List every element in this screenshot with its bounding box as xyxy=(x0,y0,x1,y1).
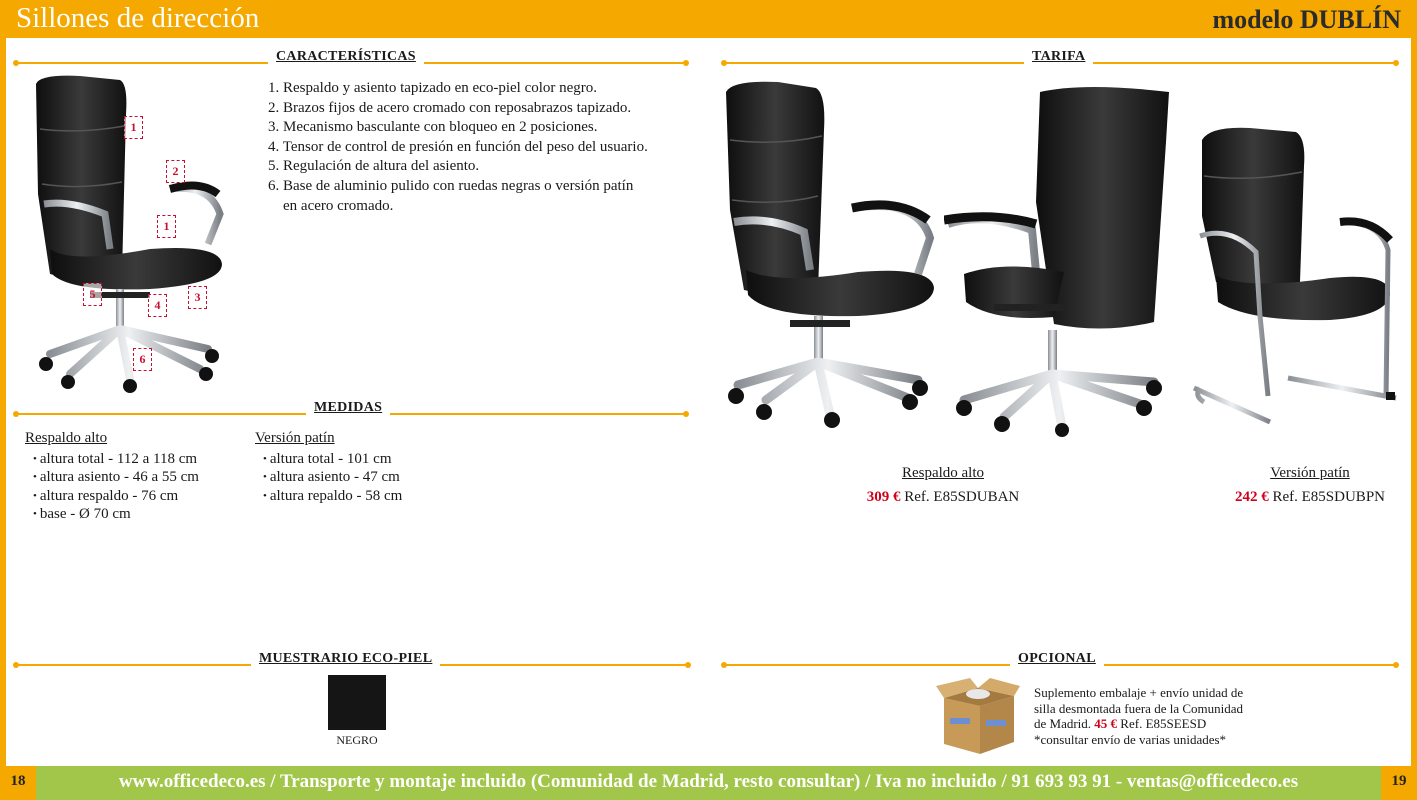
callout-2-armrest: 2 xyxy=(166,160,185,183)
category-title: Sillones de dirección xyxy=(16,2,260,34)
page-frame-right xyxy=(1411,38,1417,766)
price-version-patin-ref: Ref. E85SDUBPN xyxy=(1272,489,1385,505)
page-frame-left xyxy=(0,38,6,766)
chair-sled-image xyxy=(1190,126,1400,426)
callout-1-backrest: 1 xyxy=(124,116,143,139)
callout-1-seat: 1 xyxy=(157,215,176,238)
opcional-heading: OPCIONAL xyxy=(1010,651,1104,667)
page-number-right: 19 xyxy=(1381,766,1417,800)
swatch-negro xyxy=(328,675,386,730)
price-version-patin-name: Versión patín xyxy=(1270,465,1350,481)
dim-item: • altura asiento - 46 a 55 cm xyxy=(33,469,199,488)
feature-item: 6. Base de aluminio pulido con ruedas negras o versión patín xyxy=(268,177,634,194)
page-number-left: 18 xyxy=(0,766,36,800)
dim-item: • base - Ø 70 cm xyxy=(33,506,199,525)
price-respaldo-alto xyxy=(862,465,1024,506)
price-version-patin-amount: 242 € xyxy=(1234,489,1269,505)
dim-item: • altura total - 101 cm xyxy=(263,451,402,470)
feature-item: 1. Respaldo y asiento tapizado en eco-piel color negro. xyxy=(268,80,598,96)
dims-version-patin xyxy=(255,430,402,506)
callout-4-tension: 4 xyxy=(148,294,167,317)
callout-5-height: 5 xyxy=(83,283,102,306)
feature-item: 5. Regulación de altura del asiento. xyxy=(268,158,480,175)
dims-version-patin-label: Versión patín xyxy=(255,430,335,446)
opcional-line-2: silla desmontada fuera de la Comunidad xyxy=(1034,700,1244,716)
price-respaldo-alto-name: Respaldo alto xyxy=(901,465,985,481)
swatch-label: NEGRO xyxy=(336,733,378,747)
page-header xyxy=(0,0,1417,38)
price-version-patin xyxy=(1228,465,1392,506)
dim-item: • altura repaldo - 58 cm xyxy=(263,488,402,507)
medidas-heading: MEDIDAS xyxy=(306,400,390,416)
callout-6-base: 6 xyxy=(133,348,152,371)
price-respaldo-alto-amount: 309 € xyxy=(866,489,901,505)
footer-contact-text: www.officedeco.es / Transporte y montaje incluido (Comunidad de Madrid, resto consultar) / Iva no incluido / 91 693 93 91 - ventas@officedeco.es xyxy=(118,771,1299,792)
opcional-line-3: de Madrid. xyxy=(1034,716,1092,731)
feature-item: 4. Tensor de control de presión en función del peso del usuario. xyxy=(268,138,648,155)
chair-back-image xyxy=(944,82,1169,437)
chair-front-image xyxy=(718,80,938,430)
opcional-price: 45 € xyxy=(1094,716,1118,731)
feature-item-continuation: en acero cromado. xyxy=(283,197,394,214)
opcional-line-1: Suplemento embalaje + envío unidad de xyxy=(1034,685,1244,700)
callout-3-mechanism: 3 xyxy=(188,286,207,309)
footer-bar xyxy=(36,766,1381,800)
price-respaldo-alto-ref: Ref. E85SDUBAN xyxy=(904,489,1020,505)
features-list xyxy=(268,79,648,216)
dims-respaldo-alto-label: Respaldo alto xyxy=(25,430,108,446)
opcional-ref: Ref. E85SEESD xyxy=(1120,716,1207,731)
dim-item: • altura respaldo - 76 cm xyxy=(33,488,199,507)
opcional-description xyxy=(1034,685,1243,747)
shipping-box-image xyxy=(934,676,1020,756)
dims-respaldo-alto xyxy=(25,430,199,525)
model-title: modelo DUBLÍN xyxy=(1212,5,1401,34)
feature-item: 3. Mecanismo basculante con bloqueo en 2 posiciones. xyxy=(268,119,598,136)
features-heading: CARACTERÍSTICAS xyxy=(268,49,424,65)
opcional-line-4: *consultar envío de varias unidades* xyxy=(1034,731,1227,747)
feature-item: 2. Brazos fijos de acero cromado con reposabrazos tapizado. xyxy=(268,99,632,116)
tarifa-heading: TARIFA xyxy=(1024,49,1093,65)
dim-item: • altura total - 112 a 118 cm xyxy=(33,451,199,470)
dim-item: • altura asiento - 47 cm xyxy=(263,469,402,488)
muestrario-heading: MUESTRARIO ECO-PIEL xyxy=(251,651,440,667)
